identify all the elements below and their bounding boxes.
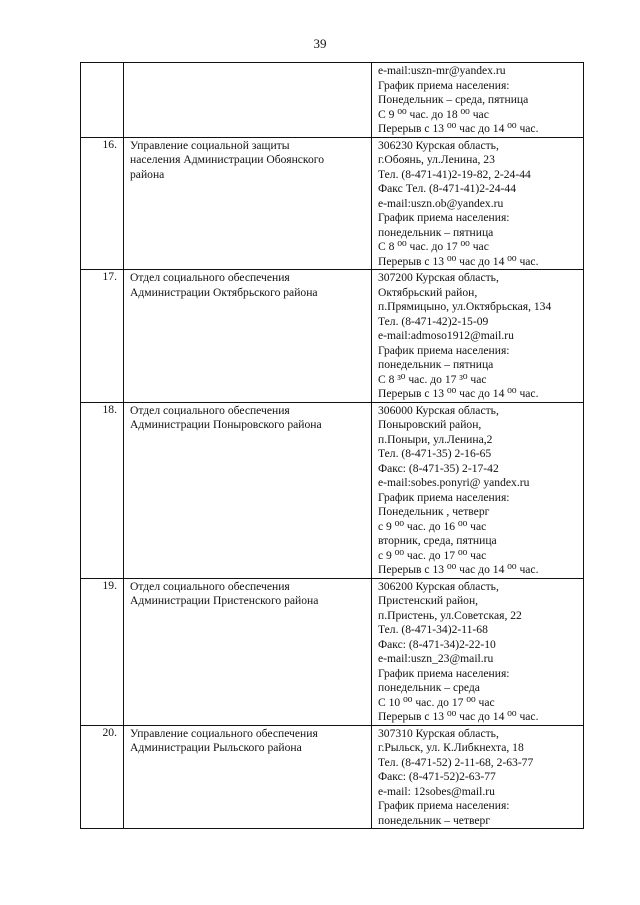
info-line: понедельник – среда [378,681,480,694]
name-line: Отдел социального обеспечения [130,403,290,417]
info-line: e-mail:uszn_23@mail.ru [378,652,494,665]
info-line: Октябрьский район, [378,285,478,299]
name-line: Администрации Рыльского района [130,741,302,754]
info-line: Понедельник , четверг [378,505,490,518]
table-row [81,63,584,138]
info-line: с 9 ⁰⁰ час. до 17 ⁰⁰ час [378,548,487,562]
info-line: п.Пристень, ул.Советская, 22 [378,608,522,622]
info-line: понедельник – четверг [378,813,491,827]
info-line: г.Рыльск, ул. К.Либкнехта, 18 [378,741,524,754]
table-row [81,270,584,403]
name-line: населения Администрации Обоянского [130,153,325,166]
info-line: График приема населения: [378,78,510,92]
info-line: Факс: (8-471-35) 2-17-42 [378,461,499,475]
name-line: Администрации Поныровского района [130,418,322,431]
info-line: С 8 ³⁰ час. до 17 ³⁰ час [378,372,487,386]
contact-info [372,137,584,270]
info-line: e-mail:sobes.ponyri@ yandex.ru [378,476,530,489]
contact-info [372,63,584,138]
info-line: п.Поныри, ул.Ленина,2 [378,432,493,446]
info-line: Поныровский район, [378,418,482,431]
row-number: 20. [81,725,124,829]
info-line: Тел. (8-471-42)2-15-09 [378,314,489,328]
info-line: С 9 ⁰⁰ час. до 18 ⁰⁰ час [378,107,489,121]
info-line: 306200 Курская область, [378,579,499,593]
info-line: Перерыв с 13 ⁰⁰ час до 14 ⁰⁰ час. [378,387,539,400]
info-line: График приема населения: [378,490,510,504]
info-line: Перерыв с 13 ⁰⁰ час до 14 ⁰⁰ час. [378,563,539,576]
info-line: Перерыв с 13 ⁰⁰ час до 14 ⁰⁰ час. [378,122,539,135]
info-line: График приема населения: [378,666,510,680]
info-line: Перерыв с 13 ⁰⁰ час до 14 ⁰⁰ час. [378,710,539,723]
info-line: Пристенский район, [378,594,479,607]
row-number: 18. [81,402,124,578]
table-row [81,137,584,270]
info-line: e-mail:admoso1912@mail.ru [378,329,514,342]
info-line: с 9 ⁰⁰ час. до 16 ⁰⁰ час [378,519,487,533]
info-line: График приема населения: [378,211,510,224]
table-row [81,402,584,578]
info-line: Факс: (8-471-34)2-22-10 [378,637,496,651]
table-row [81,725,584,829]
info-line: понедельник – пятница [378,225,494,239]
contact-info [372,270,584,403]
row-number: 17. [81,270,124,403]
info-line: Факс Тел. (8-471-41)2-24-44 [378,182,516,195]
organization-name [124,725,372,829]
contact-info [372,725,584,829]
info-line: График приема населения: [378,799,510,812]
page-number: 39 [313,36,327,51]
info-line: Факс: (8-471-52)2-63-77 [378,770,496,783]
name-line: Отдел социального обеспечения [130,271,290,284]
info-line: вторник, среда, пятница [378,534,497,547]
name-line: Управление социальной защиты [130,138,290,152]
organization-name [124,402,372,578]
info-line: 307310 Курская область, [378,726,499,740]
info-line: e-mail:uszn-mr@yandex.ru [378,64,506,77]
info-line: Тел. (8-471-35) 2-16-65 [378,447,492,460]
info-line: Перерыв с 13 ⁰⁰ час до 14 ⁰⁰ час. [378,254,539,268]
info-line: 306230 Курская область, [378,138,499,152]
info-line: 306000 Курская область, [378,403,499,417]
name-line: Управление социального обеспечения [130,726,318,740]
info-line: г.Обоянь, ул.Ленина, 23 [378,153,495,166]
info-line: Тел. (8-471-41)2-19-82, 2-24-44 [378,167,531,181]
organization-name [124,137,372,270]
info-line: Понедельник – среда, пятница [378,93,529,106]
name-line: Отдел социального обеспечения [130,579,290,593]
info-line: e-mail: 12sobes@mail.ru [378,784,495,798]
organization-name [124,63,372,138]
info-line: Тел. (8-471-52) 2-11-68, 2-63-77 [378,755,534,769]
contact-info [372,578,584,725]
organization-name [124,578,372,725]
name-line: района [130,167,165,181]
contacts-table [80,62,584,829]
row-number [81,63,124,138]
info-line: С 8 ⁰⁰ час. до 17 ⁰⁰ час [378,240,489,253]
name-line: Администрации Октябрьского района [130,285,318,299]
row-number: 19. [81,578,124,725]
row-number: 16. [81,137,124,270]
info-line: 307200 Курская область, [378,271,499,284]
contact-info [372,402,584,578]
table-row [81,578,584,725]
info-line: С 10 ⁰⁰ час. до 17 ⁰⁰ час [378,695,495,709]
info-line: График приема населения: [378,343,510,357]
info-line: п.Прямицыно, ул.Октябрьская, 134 [378,300,552,313]
info-line: Тел. (8-471-34)2-11-68 [378,623,488,636]
info-line: e-mail:uszn.ob@yandex.ru [378,196,504,210]
name-line: Администрации Пристенского района [130,594,319,607]
organization-name [124,270,372,403]
info-line: понедельник – пятница [378,358,494,371]
